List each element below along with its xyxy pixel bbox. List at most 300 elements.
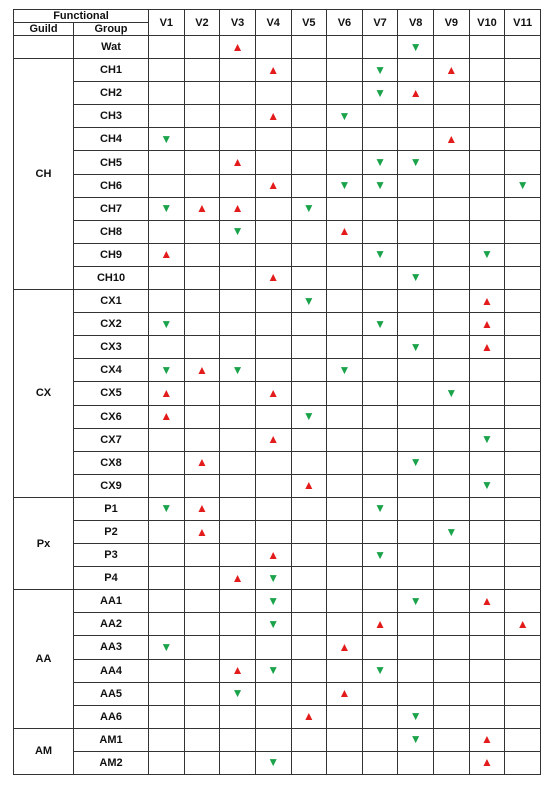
value-cell: [362, 382, 398, 405]
table-row: [14, 451, 541, 474]
value-cell: [398, 613, 434, 636]
value-cell: [327, 266, 363, 289]
value-cell: [434, 128, 470, 151]
value-cell: [291, 636, 327, 659]
value-cell: [220, 728, 256, 751]
green-down-triangle-icon: ▼: [409, 593, 422, 608]
value-cell: [505, 613, 541, 636]
value-cell: [505, 336, 541, 359]
green-down-triangle-icon: ▼: [160, 362, 173, 377]
group-cell: P1: [74, 497, 149, 520]
green-down-triangle-icon: ▼: [409, 732, 422, 747]
value-cell: [149, 682, 185, 705]
value-cell: [362, 751, 398, 774]
value-cell: [505, 382, 541, 405]
value-cell: [505, 59, 541, 82]
value-cell: [184, 82, 220, 105]
guild-cell: AA: [14, 590, 74, 729]
group-cell: AA3: [74, 636, 149, 659]
value-cell: [362, 659, 398, 682]
table-row: [14, 243, 541, 266]
group-cell: CX1: [74, 290, 149, 313]
value-cell: [505, 705, 541, 728]
group-cell: CH3: [74, 105, 149, 128]
value-cell: [291, 451, 327, 474]
red-up-triangle-icon: ▲: [374, 616, 387, 631]
value-cell: [362, 336, 398, 359]
red-up-triangle-icon: ▲: [267, 178, 280, 193]
value-cell: [255, 428, 291, 451]
value-cell: [291, 705, 327, 728]
group-cell: CH10: [74, 266, 149, 289]
value-cell: [505, 567, 541, 590]
value-cell: [362, 36, 398, 59]
header-variable: V8: [398, 10, 434, 36]
value-cell: [291, 243, 327, 266]
value-cell: [255, 174, 291, 197]
value-cell: [362, 151, 398, 174]
value-cell: [505, 82, 541, 105]
value-cell: [505, 243, 541, 266]
green-down-triangle-icon: ▼: [267, 593, 280, 608]
value-cell: [505, 220, 541, 243]
group-cell: P4: [74, 567, 149, 590]
table-row: [14, 36, 541, 59]
value-cell: [291, 290, 327, 313]
value-cell: [220, 659, 256, 682]
value-cell: [434, 105, 470, 128]
value-cell: [434, 290, 470, 313]
table-row: [14, 544, 541, 567]
value-cell: [469, 266, 505, 289]
green-down-triangle-icon: ▼: [374, 155, 387, 170]
value-cell: [434, 751, 470, 774]
value-cell: [220, 82, 256, 105]
red-up-triangle-icon: ▲: [338, 224, 351, 239]
value-cell: [469, 451, 505, 474]
value-cell: [362, 728, 398, 751]
value-cell: [291, 382, 327, 405]
green-down-triangle-icon: ▼: [445, 385, 458, 400]
value-cell: [362, 82, 398, 105]
value-cell: [184, 382, 220, 405]
value-cell: [398, 290, 434, 313]
value-cell: [220, 544, 256, 567]
value-cell: [220, 567, 256, 590]
red-up-triangle-icon: ▲: [338, 639, 351, 654]
value-cell: [291, 151, 327, 174]
value-cell: [149, 266, 185, 289]
value-cell: [398, 59, 434, 82]
value-cell: [505, 313, 541, 336]
value-cell: [327, 705, 363, 728]
value-cell: [434, 266, 470, 289]
table-row: [14, 705, 541, 728]
header-variable: V4: [255, 10, 291, 36]
value-cell: [291, 174, 327, 197]
guild-cell: Px: [14, 497, 74, 589]
group-cell: P3: [74, 544, 149, 567]
value-cell: [398, 451, 434, 474]
value-cell: [327, 36, 363, 59]
value-cell: [184, 359, 220, 382]
green-down-triangle-icon: ▼: [409, 709, 422, 724]
value-cell: [398, 359, 434, 382]
value-cell: [220, 590, 256, 613]
value-cell: [469, 290, 505, 313]
value-cell: [362, 174, 398, 197]
value-cell: [184, 613, 220, 636]
green-down-triangle-icon: ▼: [160, 316, 173, 331]
group-cell: AM1: [74, 728, 149, 751]
green-down-triangle-icon: ▼: [516, 178, 529, 193]
value-cell: [149, 382, 185, 405]
green-down-triangle-icon: ▼: [160, 131, 173, 146]
header-variable: V6: [327, 10, 363, 36]
value-cell: [434, 151, 470, 174]
table-row: [14, 682, 541, 705]
green-down-triangle-icon: ▼: [374, 501, 387, 516]
value-cell: [362, 520, 398, 543]
red-up-triangle-icon: ▲: [302, 478, 315, 493]
value-cell: [255, 151, 291, 174]
value-cell: [255, 590, 291, 613]
value-cell: [434, 590, 470, 613]
table-row: [14, 659, 541, 682]
value-cell: [255, 128, 291, 151]
functional-group-table: [13, 9, 541, 775]
value-cell: [149, 336, 185, 359]
group-cell: CX6: [74, 405, 149, 428]
value-cell: [505, 474, 541, 497]
red-up-triangle-icon: ▲: [481, 293, 493, 308]
value-cell: [327, 405, 363, 428]
group-cell: AA5: [74, 682, 149, 705]
value-cell: [291, 544, 327, 567]
value-cell: [291, 590, 327, 613]
value-cell: [255, 82, 291, 105]
green-down-triangle-icon: ▼: [231, 362, 244, 377]
value-cell: [505, 151, 541, 174]
green-down-triangle-icon: ▼: [445, 524, 458, 539]
value-cell: [184, 243, 220, 266]
table-row: [14, 405, 541, 428]
value-cell: [398, 705, 434, 728]
red-up-triangle-icon: ▲: [231, 155, 244, 170]
value-cell: [362, 220, 398, 243]
value-cell: [149, 197, 185, 220]
value-cell: [255, 59, 291, 82]
value-cell: [184, 174, 220, 197]
group-cell: AA2: [74, 613, 149, 636]
value-cell: [220, 243, 256, 266]
value-cell: [469, 36, 505, 59]
value-cell: [291, 197, 327, 220]
red-up-triangle-icon: ▲: [481, 316, 493, 331]
value-cell: [291, 751, 327, 774]
table-row: [14, 336, 541, 359]
value-cell: [184, 405, 220, 428]
group-cell: CX2: [74, 313, 149, 336]
value-cell: [255, 266, 291, 289]
value-cell: [184, 36, 220, 59]
value-cell: [327, 613, 363, 636]
value-cell: [469, 728, 505, 751]
value-cell: [362, 567, 398, 590]
red-up-triangle-icon: ▲: [481, 339, 493, 354]
header-variable: V1: [149, 10, 185, 36]
table-row: [14, 359, 541, 382]
value-cell: [362, 474, 398, 497]
value-cell: [255, 751, 291, 774]
value-cell: [362, 544, 398, 567]
value-cell: [469, 82, 505, 105]
value-cell: [505, 197, 541, 220]
value-cell: [362, 59, 398, 82]
value-cell: [220, 682, 256, 705]
value-cell: [469, 197, 505, 220]
value-cell: [505, 544, 541, 567]
value-cell: [505, 451, 541, 474]
green-down-triangle-icon: ▼: [481, 432, 493, 447]
value-cell: [255, 382, 291, 405]
table-row: [14, 567, 541, 590]
value-cell: [220, 382, 256, 405]
value-cell: [362, 451, 398, 474]
value-cell: [327, 636, 363, 659]
value-cell: [220, 174, 256, 197]
value-cell: [291, 474, 327, 497]
group-cell: CH2: [74, 82, 149, 105]
value-cell: [184, 451, 220, 474]
green-down-triangle-icon: ▼: [374, 247, 387, 262]
value-cell: [255, 728, 291, 751]
value-cell: [149, 705, 185, 728]
table-row: [14, 728, 541, 751]
value-cell: [362, 197, 398, 220]
value-cell: [398, 682, 434, 705]
value-cell: [469, 359, 505, 382]
value-cell: [434, 243, 470, 266]
green-down-triangle-icon: ▼: [267, 616, 280, 631]
value-cell: [220, 520, 256, 543]
group-cell: CH8: [74, 220, 149, 243]
header-variable: V11: [505, 10, 541, 36]
value-cell: [362, 497, 398, 520]
value-cell: [327, 728, 363, 751]
value-cell: [434, 474, 470, 497]
value-cell: [149, 567, 185, 590]
guild-cell: [14, 36, 74, 59]
green-down-triangle-icon: ▼: [374, 547, 387, 562]
value-cell: [469, 243, 505, 266]
table-row: [14, 497, 541, 520]
value-cell: [184, 682, 220, 705]
green-down-triangle-icon: ▼: [267, 755, 280, 770]
green-down-triangle-icon: ▼: [409, 455, 422, 470]
value-cell: [398, 474, 434, 497]
red-up-triangle-icon: ▲: [196, 455, 208, 470]
value-cell: [291, 520, 327, 543]
value-cell: [469, 105, 505, 128]
table-row: [14, 313, 541, 336]
value-cell: [220, 197, 256, 220]
table-row: [14, 220, 541, 243]
value-cell: [327, 590, 363, 613]
green-down-triangle-icon: ▼: [302, 201, 315, 216]
value-cell: [434, 728, 470, 751]
value-cell: [149, 497, 185, 520]
group-cell: CH1: [74, 59, 149, 82]
group-cell: CH6: [74, 174, 149, 197]
value-cell: [184, 567, 220, 590]
value-cell: [398, 105, 434, 128]
value-cell: [434, 567, 470, 590]
table-row: [14, 382, 541, 405]
green-down-triangle-icon: ▼: [231, 224, 244, 239]
value-cell: [220, 105, 256, 128]
value-cell: [291, 59, 327, 82]
guild-cell: AM: [14, 728, 74, 774]
table-row: [14, 751, 541, 774]
red-up-triangle-icon: ▲: [267, 432, 280, 447]
value-cell: [255, 544, 291, 567]
value-cell: [220, 636, 256, 659]
value-cell: [398, 520, 434, 543]
red-up-triangle-icon: ▲: [481, 732, 493, 747]
value-cell: [398, 313, 434, 336]
value-cell: [220, 751, 256, 774]
green-down-triangle-icon: ▼: [338, 108, 351, 123]
value-cell: [398, 659, 434, 682]
value-cell: [255, 497, 291, 520]
value-cell: [220, 497, 256, 520]
value-cell: [255, 520, 291, 543]
value-cell: [362, 590, 398, 613]
green-down-triangle-icon: ▼: [160, 501, 173, 516]
value-cell: [291, 567, 327, 590]
value-cell: [434, 36, 470, 59]
value-cell: [291, 128, 327, 151]
value-cell: [327, 336, 363, 359]
value-cell: [398, 405, 434, 428]
value-cell: [398, 728, 434, 751]
value-cell: [434, 174, 470, 197]
value-cell: [291, 659, 327, 682]
value-cell: [469, 613, 505, 636]
value-cell: [184, 266, 220, 289]
value-cell: [327, 474, 363, 497]
value-cell: [505, 751, 541, 774]
value-cell: [220, 220, 256, 243]
green-down-triangle-icon: ▼: [409, 339, 422, 354]
value-cell: [327, 243, 363, 266]
value-cell: [327, 567, 363, 590]
value-cell: [362, 613, 398, 636]
value-cell: [291, 428, 327, 451]
red-up-triangle-icon: ▲: [481, 755, 493, 770]
green-down-triangle-icon: ▼: [409, 39, 422, 54]
value-cell: [398, 382, 434, 405]
header-variable: V10: [469, 10, 505, 36]
green-down-triangle-icon: ▼: [338, 178, 351, 193]
value-cell: [255, 682, 291, 705]
red-up-triangle-icon: ▲: [160, 247, 173, 262]
red-up-triangle-icon: ▲: [338, 686, 351, 701]
value-cell: [327, 59, 363, 82]
group-cell: AA4: [74, 659, 149, 682]
value-cell: [255, 451, 291, 474]
table-row: [14, 105, 541, 128]
value-cell: [505, 728, 541, 751]
table-row: [14, 290, 541, 313]
guild-cell: CX: [14, 290, 74, 498]
value-cell: [398, 151, 434, 174]
value-cell: [469, 659, 505, 682]
value-cell: [184, 590, 220, 613]
value-cell: [434, 428, 470, 451]
value-cell: [469, 751, 505, 774]
red-up-triangle-icon: ▲: [516, 616, 529, 631]
group-cell: CX3: [74, 336, 149, 359]
value-cell: [505, 36, 541, 59]
red-up-triangle-icon: ▲: [231, 570, 244, 585]
value-cell: [255, 220, 291, 243]
value-cell: [505, 174, 541, 197]
value-cell: [398, 128, 434, 151]
value-cell: [327, 82, 363, 105]
value-cell: [327, 451, 363, 474]
value-cell: [184, 544, 220, 567]
green-down-triangle-icon: ▼: [302, 409, 315, 424]
red-up-triangle-icon: ▲: [445, 131, 458, 146]
value-cell: [505, 290, 541, 313]
value-cell: [149, 751, 185, 774]
value-cell: [220, 36, 256, 59]
value-cell: [291, 613, 327, 636]
value-cell: [469, 151, 505, 174]
value-cell: [291, 82, 327, 105]
value-cell: [149, 105, 185, 128]
group-cell: Wat: [74, 36, 149, 59]
value-cell: [505, 636, 541, 659]
value-cell: [220, 428, 256, 451]
value-cell: [327, 428, 363, 451]
value-cell: [220, 359, 256, 382]
value-cell: [149, 290, 185, 313]
red-up-triangle-icon: ▲: [267, 62, 280, 77]
header-variable: V2: [184, 10, 220, 36]
value-cell: [398, 197, 434, 220]
value-cell: [362, 128, 398, 151]
value-cell: [469, 520, 505, 543]
value-cell: [469, 59, 505, 82]
value-cell: [184, 497, 220, 520]
value-cell: [149, 174, 185, 197]
value-cell: [434, 382, 470, 405]
value-cell: [184, 128, 220, 151]
green-down-triangle-icon: ▼: [374, 62, 387, 77]
value-cell: [291, 220, 327, 243]
value-cell: [291, 728, 327, 751]
header-group: Group: [74, 23, 149, 36]
header-variable: V5: [291, 10, 327, 36]
red-up-triangle-icon: ▲: [409, 85, 422, 100]
value-cell: [184, 197, 220, 220]
value-cell: [184, 728, 220, 751]
value-cell: [149, 544, 185, 567]
value-cell: [469, 313, 505, 336]
